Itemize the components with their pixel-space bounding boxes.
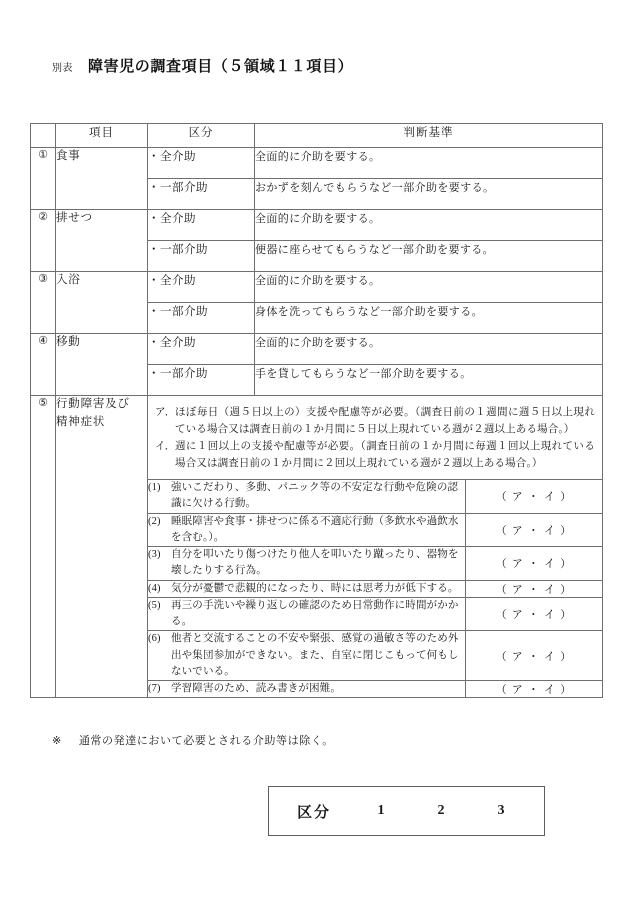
subitem-row <box>148 480 602 514</box>
row-item-label-line1: 行動障害及び <box>56 398 130 410</box>
header-criteria: 判断基準 <box>255 124 603 148</box>
table-row <box>31 148 603 179</box>
subitem-description <box>148 547 466 581</box>
subitem-text: 強いこだわり、多動、パニック等の不安定な行動や危険の認識に欠ける行動。 <box>171 482 459 510</box>
row-number: ④ <box>31 334 56 396</box>
row-criteria: 身体を洗ってもらうなど一部介助を要する。 <box>255 303 603 334</box>
row-category: ・全介助 <box>148 334 255 365</box>
row-criteria: 全面的に介助を要する。 <box>255 334 603 365</box>
definition-i-text: 週に１回以上の支援や配慮等が必要。（調査日前の１か月間に毎週１回以上現れている場合又は調査日前の１か月間に２回以上現れている週が２週以上ある場合。） <box>175 441 595 469</box>
subitem-text: 他者と交流することの不安や緊張、感覚の過敏さ等のため外出や集団参加ができない。また、自室に閉じこもって何もしないでいる。 <box>171 633 459 677</box>
subitem-description <box>148 580 466 597</box>
subitem-description <box>148 597 466 631</box>
subitem-row <box>148 631 602 681</box>
subitem-number: (6) <box>148 633 161 645</box>
classification-value-1[interactable]: 1 <box>377 803 385 818</box>
header-item: 項目 <box>56 124 148 148</box>
row-number: ⑤ <box>31 396 56 698</box>
definition-a <box>155 404 595 438</box>
row-category: ・全介助 <box>148 148 255 179</box>
page-title <box>52 55 353 76</box>
subitem-choice[interactable]: （ ア ・ イ ） <box>466 547 603 581</box>
subitem-text: 気分が憂鬱で悲観的になったり、時には思考力が低下する。 <box>171 582 459 594</box>
subitem-description <box>148 513 466 547</box>
classification-value-3[interactable]: 3 <box>497 803 505 818</box>
survey-table <box>30 123 603 698</box>
subitem-number: (2) <box>148 515 161 527</box>
subitem-row <box>148 681 602 698</box>
subitem-text: 学習障害のため、読み書きが困難。 <box>171 683 341 695</box>
subitem-choice[interactable]: （ ア ・ イ ） <box>466 681 603 698</box>
definition-i-label: イ． <box>155 441 176 452</box>
subitem-description <box>148 681 466 698</box>
title-prefix: 別表 <box>52 63 73 74</box>
subitem-row <box>148 513 602 547</box>
subitem-text: 自分を叩いたり傷つけたり他人を叩いたり蹴ったり、器物を壊したりする行為。 <box>171 549 459 577</box>
definition-a-label: ア． <box>155 407 176 418</box>
subitem-choice[interactable]: （ ア ・ イ ） <box>466 597 603 631</box>
footnote <box>52 732 334 748</box>
row-category: ・一部介助 <box>148 179 255 210</box>
row-item-label-line2: 精神症状 <box>56 415 106 428</box>
title-main: 障害児の調査項目（５領域１１項目） <box>88 59 354 75</box>
row-category: ・一部介助 <box>148 303 255 334</box>
definition-a-text: ほぼ毎日（週５日以上の）支援や配慮等が必要。（調査日前の１週間に週５日以上現れている場合又は調査日前の１か月間に５日以上現れている週が２週以上ある場合。） <box>175 407 595 435</box>
row-number: ① <box>31 148 56 210</box>
row-category: ・一部介助 <box>148 241 255 272</box>
subitem-choice[interactable]: （ ア ・ イ ） <box>466 631 603 681</box>
subitem-number: (7) <box>148 683 161 695</box>
frequency-definitions <box>148 396 602 479</box>
subitem-number: (1) <box>148 482 161 493</box>
classification-value-2[interactable]: 2 <box>437 803 445 818</box>
row-item-label: 入浴 <box>56 272 148 334</box>
subitem-row <box>148 597 602 631</box>
classification-box <box>268 786 545 836</box>
subitem-description <box>148 631 466 681</box>
subitem-choice[interactable]: （ ア ・ イ ） <box>466 580 603 597</box>
row-criteria: おかずを刻んでもらうなど一部介助を要する。 <box>255 179 603 210</box>
row-criteria: 手を貸してもらうなど一部介助を要する。 <box>255 365 603 396</box>
subitem-text: 再三の手洗いや繰り返しの確認のため日常動作に時間がかかる。 <box>171 599 459 628</box>
subitem-choice[interactable]: （ ア ・ イ ） <box>466 480 603 514</box>
header-category: 区分 <box>148 124 255 148</box>
behavior-content <box>148 396 603 698</box>
footnote-mark: ※ <box>52 735 62 747</box>
row-category: ・全介助 <box>148 210 255 241</box>
table-header-row <box>31 124 603 148</box>
row-number: ② <box>31 210 56 272</box>
subitem-text: 睡眠障害や食事・排せつに係る不適応行動（多飲水や過飲水を含む。）。 <box>171 515 459 543</box>
footnote-text: 通常の発達において必要とされる介助等は除く。 <box>78 735 334 747</box>
row-category: ・全介助 <box>148 272 255 303</box>
table-row <box>31 334 603 365</box>
row-item-label: 排せつ <box>56 210 148 272</box>
subitem-number: (4) <box>148 582 161 594</box>
table-row <box>31 272 603 303</box>
row-number: ③ <box>31 272 56 334</box>
table-row-behavior <box>31 396 603 698</box>
subitem-description <box>148 480 466 514</box>
table-row <box>31 210 603 241</box>
row-item-label: 移動 <box>56 334 148 396</box>
row-category: ・一部介助 <box>148 365 255 396</box>
definition-i <box>155 438 595 472</box>
row-criteria: 全面的に介助を要する。 <box>255 210 603 241</box>
row-item-label: 食事 <box>56 148 148 210</box>
subitem-number: (5) <box>148 599 161 611</box>
row-criteria: 全面的に介助を要する。 <box>255 148 603 179</box>
subitem-choice[interactable]: （ ア ・ イ ） <box>466 513 603 547</box>
row-item-label <box>56 396 148 698</box>
header-number <box>31 124 56 148</box>
row-criteria: 全面的に介助を要する。 <box>255 272 603 303</box>
subitem-row <box>148 580 602 597</box>
classification-label: 区分 <box>297 804 332 821</box>
behavior-subitem-table <box>148 479 602 697</box>
row-criteria: 便器に座らせてもらうなど一部介助を要する。 <box>255 241 603 272</box>
subitem-number: (3) <box>148 549 161 561</box>
subitem-row <box>148 547 602 581</box>
